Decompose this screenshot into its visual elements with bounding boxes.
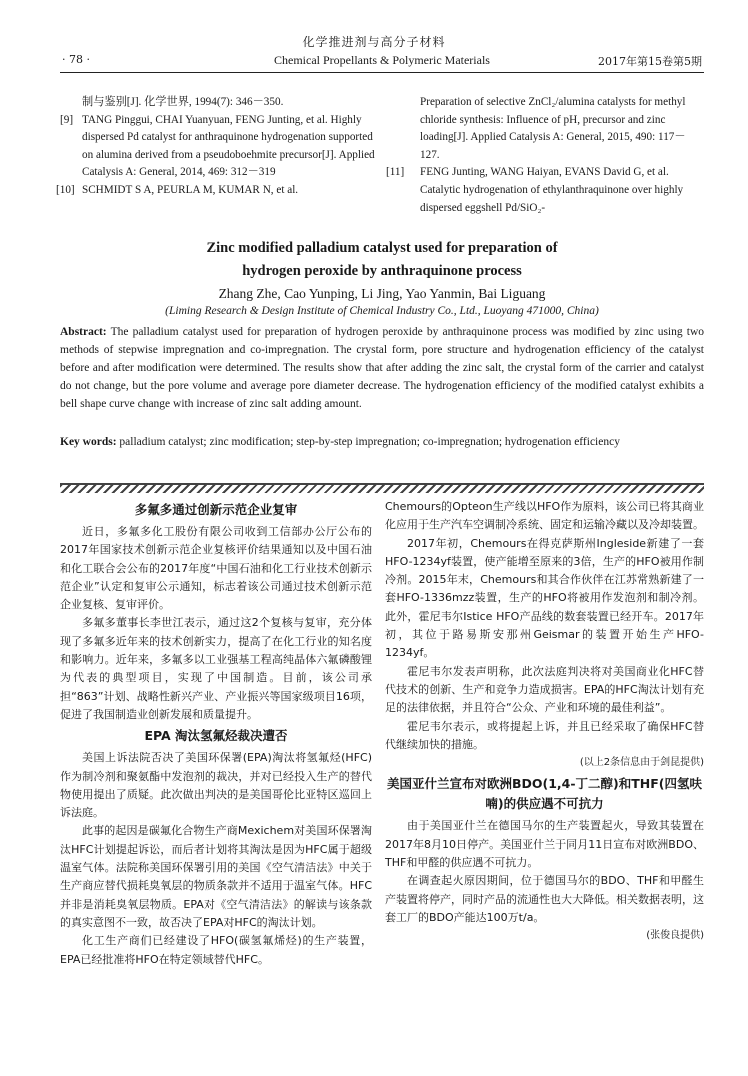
reference-text: SCHMIDT S A, PEURLA M, KUMAR N, et al. <box>82 183 299 196</box>
reference-entry <box>398 94 704 164</box>
news-paragraph: 在调查起火原因期间，位于德国马尔的BDO、THF和甲醛生产装置将停产，同时产品的流通性也大大降低。相关数据表明，这套工厂的BDO产能达100万t/a。 <box>385 874 704 924</box>
news-paragraph: 由于美国亚什兰在德国马尔的生产装置起火，导致其装置在2017年8月10日停产。美国亚什兰于同月11日宣布对欧洲BDO、THF和甲醛的供应遇不可抗力。 <box>385 819 704 870</box>
reference-number: [11] <box>386 166 405 179</box>
news-paragraph: 化工生产商们已经建设了HFO(碳氢氟烯烃)的生产装置，EPA已经批准将HFO在特定领域替代HFC。 <box>60 934 372 966</box>
keywords-label: Key words: <box>60 436 117 448</box>
news-source: (张俊良提供) <box>646 930 704 942</box>
page-number: · 78 · <box>62 53 90 66</box>
references-right <box>386 94 704 217</box>
header-rule <box>60 72 704 73</box>
affiliation: (Liming Research & Design Institute of Chemical Industry Co., Ltd., Luoyang 471000, China) <box>165 305 599 317</box>
news-paragraph: 多氟多董事长李世江表示，通过这2个复核与复审，充分体现了多氟多近年来的技术创新实力，提高了在化工行业的知名度和影响力。近年来，多氟多以工业强基工程高纯晶体六氟磷酸锂为代表的典型项目，实现了中国制造。目前，该公司承担“863”计划、战略性新兴产业、产业振兴等国家级项目16项，促进了我国制造业创新发展和质量提升。 <box>60 616 372 721</box>
volume-issue: 2017年第15卷第5期 <box>598 55 702 68</box>
paper-title-line1: Zinc modified palladium catalyst used for preparation of <box>206 240 558 256</box>
abstract <box>60 323 704 413</box>
news-paragraph: 霍尼韦尔发表声明称，此次法庭判决将对美国商业化HFC替代技术的创新、生产和竞争力造成损害。EPA的HFC淘汰计划有充足的法律依据，并且符合“公众、产业和环境的最佳利益”。 <box>385 664 704 715</box>
running-header <box>62 53 702 69</box>
news-heading: 美国亚什兰宣布对欧洲BDO(1,4-丁二醇)和THF(四氢呋喃)的供应遇不可抗力 <box>386 776 703 812</box>
news-paragraph: Chemours的Opteon生产线以HFO作为原料，该公司已将其商业化应用于生产汽车空调制冷系统、固定和运输冷藏以及冷却装置。 <box>385 500 704 532</box>
keywords <box>60 433 704 451</box>
news-paragraph: 美国上诉法院否决了美国环保署(EPA)淘汰将氢氟烃(HFC)作为制冷剂和聚氨酯中发泡剂的裁决，并对已经投入生产的替代物使用提出了质疑。此次做出判决的是美国哥伦比亚特区巡回上诉法庭。 <box>60 751 372 820</box>
reference-text: Preparation of selective ZnCl₂/alumina catalysts for methyl chloride synthesis: Influence of pH, precursor and zinc loading[J]. Applied Catalysis A: General, 2015, 490: 117－127. <box>420 96 686 161</box>
reference-text: TANG Pinggui, CHAI Yuanyuan, FENG Junting, et al. Highly dispersed Pd catalyst for anthraquinone hydrogenation supported on alumina derived from a pseudoboehmite precursor[J]. Applied Catalysis A: General, 2014, 469: 312－319 <box>82 113 375 179</box>
news-source: (以上2条信息由于剑昆提供) <box>579 757 704 769</box>
news-paragraph: 2017年初，Chemours在得克萨斯州Ingleside新建了一套HFO-1234yf装置，使产能增至原来的3倍，生产的HFO被用作制冷剂。2015年末，Chemours和其合作伙伴在江苏常熟新建了一套HFO-1336mzz装置，生产的HFO将被用作发泡剂和制冷剂。此外，霍尼韦尔Istice HFO产品线的数套装置已经开车。2017年初，其位于路易斯安那州Geismar的装置开始生产HFO-1234yf。 <box>385 536 704 660</box>
authors: Zhang Zhe, Cao Yunping, Li Jing, Yao Yanmin, Bai Liguang <box>218 286 546 301</box>
news-column-right <box>385 498 704 946</box>
reference-entry <box>60 94 375 112</box>
reference-text: FENG Junting, WANG Haiyan, EVANS David G, et al. Catalytic hydrogenation of ethylanthraquinone over highly dispersed eggshell Pd/SiO₂- <box>420 166 684 214</box>
ornament-divider <box>60 483 704 493</box>
news-column-left <box>60 498 372 969</box>
news-paragraph: 霍尼韦尔表示，或将提起上诉，并且已经采取了确保HFC替代继续加快的措施。 <box>385 719 704 751</box>
reference-number: [10] <box>56 183 75 196</box>
references-left <box>56 94 375 200</box>
news-heading: EPA 淘汰氢氟烃裁决遭否 <box>144 728 288 744</box>
reference-text: 制与鉴别[J]. 化学世界, 1994(7): 346－350. <box>82 96 284 108</box>
news-paragraph: 此事的起因是碳氟化合物生产商Mexichem对美国环保署淘汰HFC计划提起诉讼，而后者计划将其淘汰是因为HFC属于超级温室气体。法院称美国环保署引用的美国《空气清洁法》中关于生产商应替代损耗臭氧层的物质条款并不适用于温室气体。HFC并非是消耗臭氧层物质。EPA对《空气清洁法》的解读与该条款的真实意图不一致，故否决了EPA对HFC的淘汰计划。 <box>60 824 372 929</box>
reference-entry <box>60 112 375 182</box>
news-paragraph: 近日，多氟多化工股份有限公司收到工信部办公厅公布的2017年国家技术创新示范企业复核评价结果通知以及中国石油和化工联合会公布的2017年度“中国石油和化工行业技术创新示范企业”认定和复审公示通知，标志着该公司通过技术创新示范企业复核、复审评价。 <box>60 525 372 612</box>
keywords-text: palladium catalyst; zinc modification; step-by-step impregnation; co-impregnation; hydrogenation efficiency <box>119 436 620 448</box>
paper-title-line2: hydrogen peroxide by anthraquinone process <box>242 263 522 279</box>
abstract-label: Abstract: <box>60 326 107 338</box>
reference-entry <box>56 182 375 200</box>
abstract-text: The palladium catalyst used for preparation of hydrogen peroxide by anthraquinone process was modified by zinc using two methods of stepwise impregnation and co-impregnation. The crystal form, pore structure and hydrogenation efficiency of the catalyst before and after modification were determined. The results show that after adding the zinc salt, the crystal form of the carrier and catalyst do not change, but the pore volume and average pore diameter decrease. The hydrogenation efficiency of the modified catalyst exhibits a bell shape curve change with increase of zinc salt adding amount. <box>60 326 704 410</box>
journal-title-cn: 化学推进剂与高分子材料 <box>302 35 446 49</box>
journal-title-en: Chemical Propellants & Polymeric Materials <box>274 53 490 67</box>
news-heading: 多氟多通过创新示范企业复审 <box>134 502 298 517</box>
reference-number: [9] <box>60 113 74 126</box>
reference-entry <box>386 164 704 217</box>
